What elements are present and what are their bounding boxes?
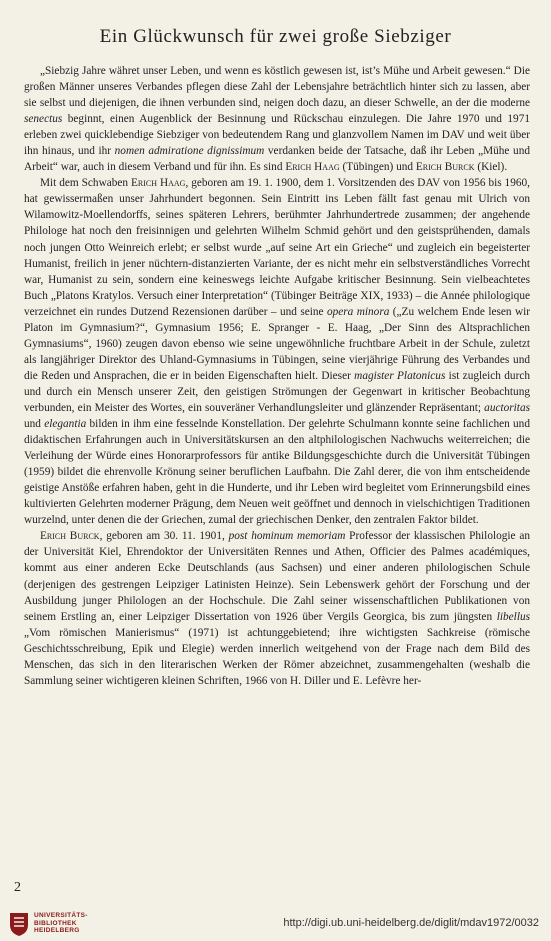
paragraph-burck: Erich Burck, geboren am 30. 11. 1901, post hominum memoriam Professor der klassischen Philologie an der Universität Kiel, Ehrendoktor der Universitäten Rennes und Athen, Officier des Palmes académiques, kommt aus einer anderen Ecke Deutschlands (aus Sachsen) und einer anderen philologischen Schule (derjenigen des gestrengen Leipziger Latinisten Heinze). Sein Lebenswerk gehört der Forschung und der Ausbildung junger Philologen an der Hochschule. Die Zahl seiner wissenschaftlichen Publikationen von seinem Erstling an, einer Leipziger Dissertation von 1926 über Vergils Georgica, bis zum jüngsten libellus „Vom römischen Manierismus“ (1971) ist achtunggebietend; ihre wichtigsten Sachkreise (römische Geschichtsschreibung, Epik und Elegie) werden innerlich weitgehend von der Frage nach dem Bild des Menschen, das sich in den literarischen Werken der Römer abzeichnet, zusammengehalten (weshalb die Sammlung seiner wichtigeren kleinen Schriften, 1966 von H. Diller und E. Lefèvre her- [24,530,531,687]
library-footer [0,905,551,941]
source-url-link[interactable]: http://digi.ub.uni-heidelberg.de/diglit/mdav1972/0032 [283,917,539,929]
page-title: Ein Glückwunsch für zwei große Siebziger [99,26,452,47]
article-body [24,63,530,689]
paragraph-haag: Mit dem Schwaben Erich Haag, geboren am 19. 1. 1900, dem 1. Vorsitzenden des DAV von 1956 bis 1960, hat gewissermaßen unser Jahrhundert begonnen. Sein Eintritt ins Leben fällt fast genau mit Ulrich von Wilamowitz-Moellendorffs, seines späteren Lehrers, berühmter Jahrhundertrede zusammen; der angehende Philologe hat noch den freisinnigen und gelehrten Wilhelm Schmid gehört und den geistsprühenden, damals noch jungen Otto Weinreich erlebt; er selbst wurde „auf seine Art ein Grieche“ und zugleich ein begeisterter Humanist, freilich in jener nüchtern-distanzierten Variante, der es nicht mehr ein selbstverständliches Vorrecht war, Humanist zu sein, sondern eine keineswegs leichte Aufgabe kritischer Besinnung. Sein vielbeachtetes Buch „Platons Kratylos. Versuch einer Interpretation“ (Tübinger Beiträge XIX, 1933) – die Année philologique verzeichnet ein rundes Dutzend Rezensionen darüber – und seine opera minora („Zu welchem Ende lesen wir Platon im Gymnasium?“, Gymnasium 1956; E. Spranger - E. Haag, „Der Sinn des Altsprachlichen Gymnasiums“, 1960) zeugen davon ebenso wie seine ungewöhnliche fruchtbare Arbeit in der Schule, zuletzt als langjähriger Direktor des Uhland-Gymnasiums in Tübingen, seine vierjährige Führung des Verbandes und die Reden und Ansprachen, die er in beiden Eigenschaften hielt. Dieser magister Platonicus ist zugleich durch und durch ein Mensch unserer Zeit, den geistigen Strömungen der Gegenwart in kritischer Beobachtung verbunden, ein Meister des Wortes, ein souveräner Verhandlungsleiter und glänzender Repräsentant; auctoritas und elegantia bilden in ihm eine fesselnde Konstellation. Der gelehrte Schulmann konnte seine fachlichen und didaktischen Erfahrungen auch in Universitätskursen an den altphilologischen Nachwuchs weiterreichen; die Verleihung der Würde eines Honorarprofessors für antike Bildungsgeschichte durch die Universität Tübingen (1959) bildet die ehrenvolle Krönung seiner beruflichen Laufbahn. Die Zahl derer, die von ihm entscheidende geistige Anstöße erfahren haben, geht in die Hunderte, und ihr Leben wird begleitet vom Erinnerungsbild eines kultivierten Gelehrten moderner Prägung, dem Neuen weit geöffnet und dennoch in vielschichtigen Traditionen wurzelnd, unter denen die der Griechen, zumal der griechischen Denker, den zentralen Faktor bildet. [24,177,531,527]
university-library-logo-icon [8,911,30,937]
library-name: UNIVERSITÄTS- BIBLIOTHEK HEIDELBERG [34,912,88,934]
page-number: 2 [14,880,21,895]
paragraph-intro: „Siebzig Jahre währet unser Leben, und wenn es köstlich gewesen ist, ist’s Mühe und Arbeit gewesen.“ Die großen Männer unseres Verbandes pflegen diese Zahl der Lebensjahre beträchtlich hinter sich zu lassen, aber sie selbst und diejenigen, die ihnen verbunden sind, neigen doch dazu, an dieser Schwelle, an der die moderne senectus beginnt, einen Augenblick der Besinnung und Rückschau einzulegen. Die Jahre 1970 und 1971 erleben zwei quicklebendige Siebziger von bedeutendem Rang und glanzvollem Namen im DAV und weit über ihn hinaus, und ihr nomen admiratione dignissimum verdanken beide der Tatsache, daß ihr Leben „Mühe und Arbeit“ war, auch in diesem Verband und für ihn. Es sind Erich Haag (Tübingen) und Erich Burck (Kiel). [24,65,530,174]
